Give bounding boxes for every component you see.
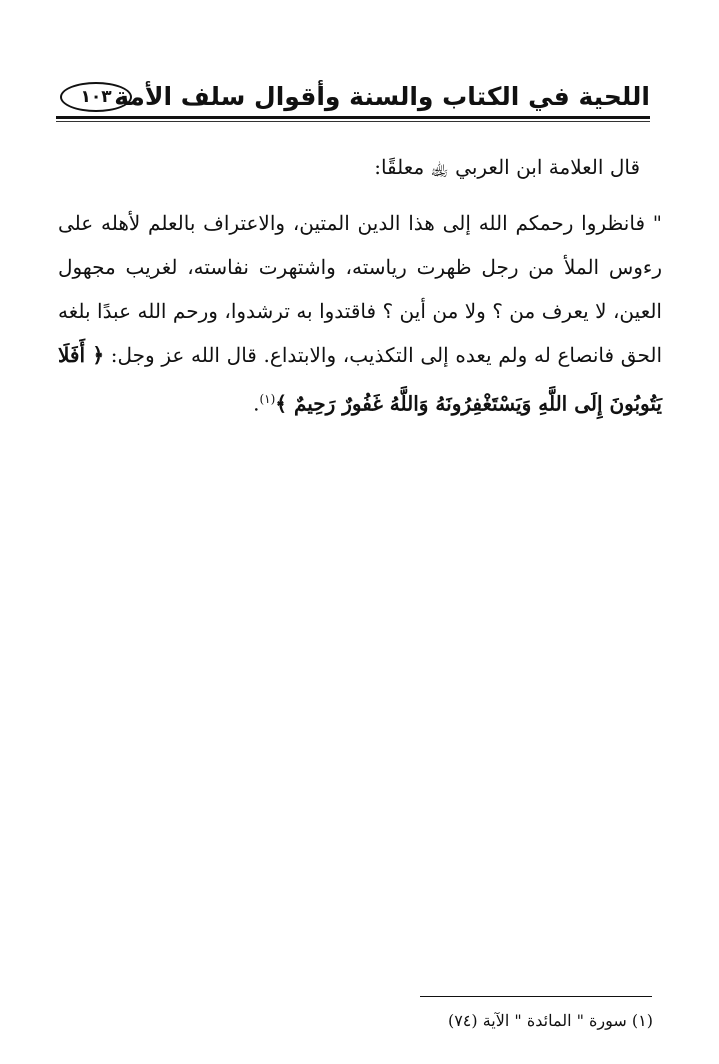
running-title: اللحية في الكتاب والسنة وأقوال سلف الأمة — [114, 82, 650, 111]
closing-period: . — [253, 391, 260, 416]
page-number: ١٠٣ — [60, 82, 132, 112]
quote-text: " فانظروا رحمكم الله إلى هذا الدين المتين، والاعتراف بالعلم لأهله على رءوس الملأ من رجل ظهرت رياسته، واشتهرت نفاسته، لغريب مجهول العين، لا يعرف من ؟ ولا من أين ؟ فاقتدوا به ترشدوا، ورحم الله عبدًا بلغه الحق فانصاع له ولم يعده إلى التكذيب، والابتداع. قال الله عز وجل: — [58, 211, 662, 367]
page-header — [56, 70, 650, 122]
header-rule-thin — [56, 121, 650, 122]
quran-verse: ﴿ أَفَلَا يَتُوبُونَ إِلَى اللَّهِ وَيَسْتَغْفِرُونَهُ وَاللَّهُ غَفُورٌ رَحِيمٌ ﴾ — [58, 343, 662, 416]
footnote: (١) سورة " المائدة " الآية (٧٤) — [447, 1011, 653, 1030]
footnote-separator — [420, 996, 652, 997]
intro-line: قال العلامة ابن العربي ﵀ معلقًا: — [374, 155, 640, 179]
quote-paragraph — [58, 201, 662, 426]
footnote-reference[interactable]: (١) — [259, 392, 276, 406]
main-text — [58, 145, 662, 426]
header-rule-thick — [56, 116, 650, 119]
